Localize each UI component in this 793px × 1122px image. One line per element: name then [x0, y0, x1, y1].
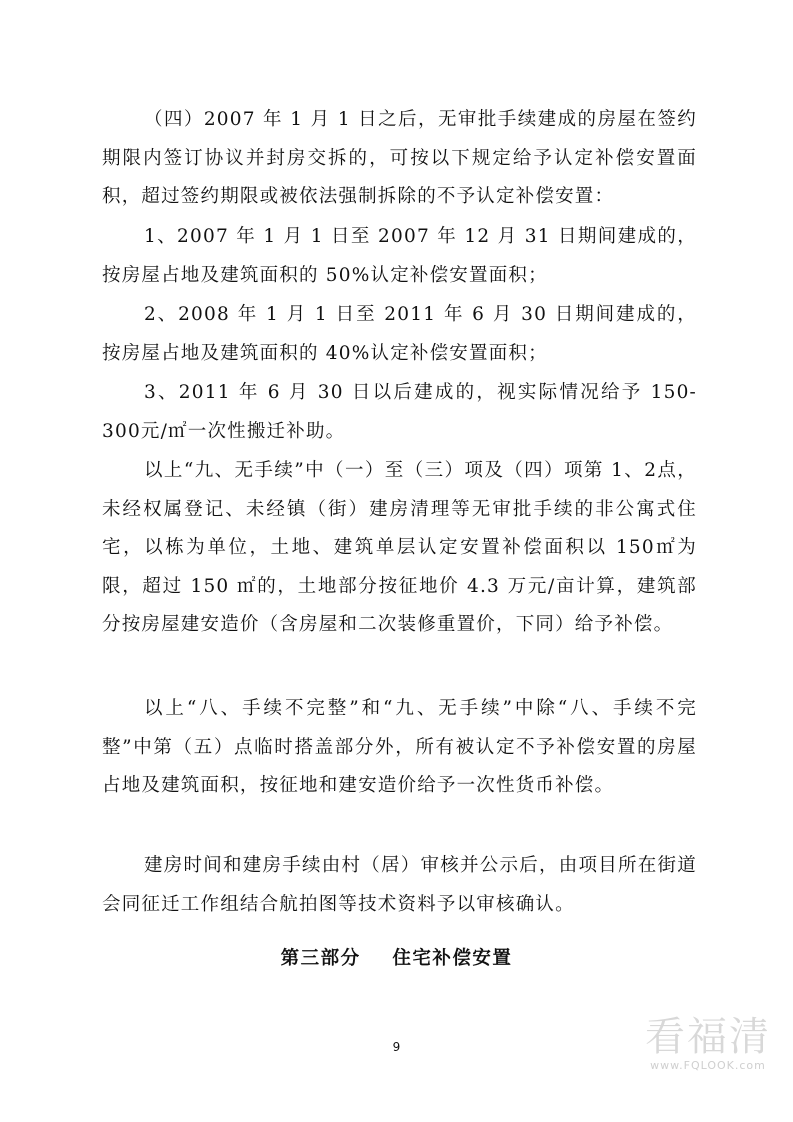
paragraph-2: 1、2007 年 1 月 1 日至 2007 年 12 月 31 日期间建成的，按房屋占地及建筑面积的 50%认定补偿安置面积； — [102, 226, 697, 286]
watermark-logo-text: 看福清 — [645, 1014, 771, 1060]
paragraph-1: （四）2007 年 1 月 1 日之后，无审批手续建成的房屋在签约期限内签订协议并封房交拆的，可按以下规定给予认定补偿安置面积，超过签约期限或被依法强制拆除的不予认定补偿安置： — [102, 109, 697, 207]
section-heading: 第三部分 住宅补偿安置 — [280, 948, 513, 969]
page-number: 9 — [392, 1040, 401, 1054]
paragraph-3: 2、2008 年 1 月 1 日至 2011 年 6 月 30 日期间建成的，按房屋占地及建筑面积的 40%认定补偿安置面积； — [102, 304, 697, 364]
watermark — [645, 1015, 771, 1072]
watermark-url: www.FQLOOK.com — [650, 1059, 766, 1072]
paragraph-5: 以上“九、无手续”中（一）至（三）项及（四）项第 1、2点，未经权属登记、未经镇（街）建房清理等无审批手续的非公寓式住宅，以栋为单位，土地、建筑单层认定安置补偿面积以 150㎡为限，超过 150 ㎡的，土地部分按征地价 4.3 万元/亩计算，建筑部分按房屋建安造价（含房屋和二次装修重置价，下同）给予补偿。 — [102, 460, 697, 635]
paragraph-7: 建房时间和建房手续由村（居）审核并公示后，由项目所在街道会同征迁工作组结合航拍图等技术资料予以审核确认。 — [102, 855, 697, 915]
paragraph-4: 3、2011 年 6 月 30 日以后建成的，视实际情况给予 150-300元/㎡一次性搬迁补助。 — [102, 382, 697, 442]
paragraph-6: 以上“八、手续不完整”和“九、无手续”中除“八、手续不完整”中第（五）点临时搭盖部分外，所有被认定不予补偿安置的房屋占地及建筑面积，按征地和建安造价给予一次性货币补偿。 — [102, 698, 697, 796]
